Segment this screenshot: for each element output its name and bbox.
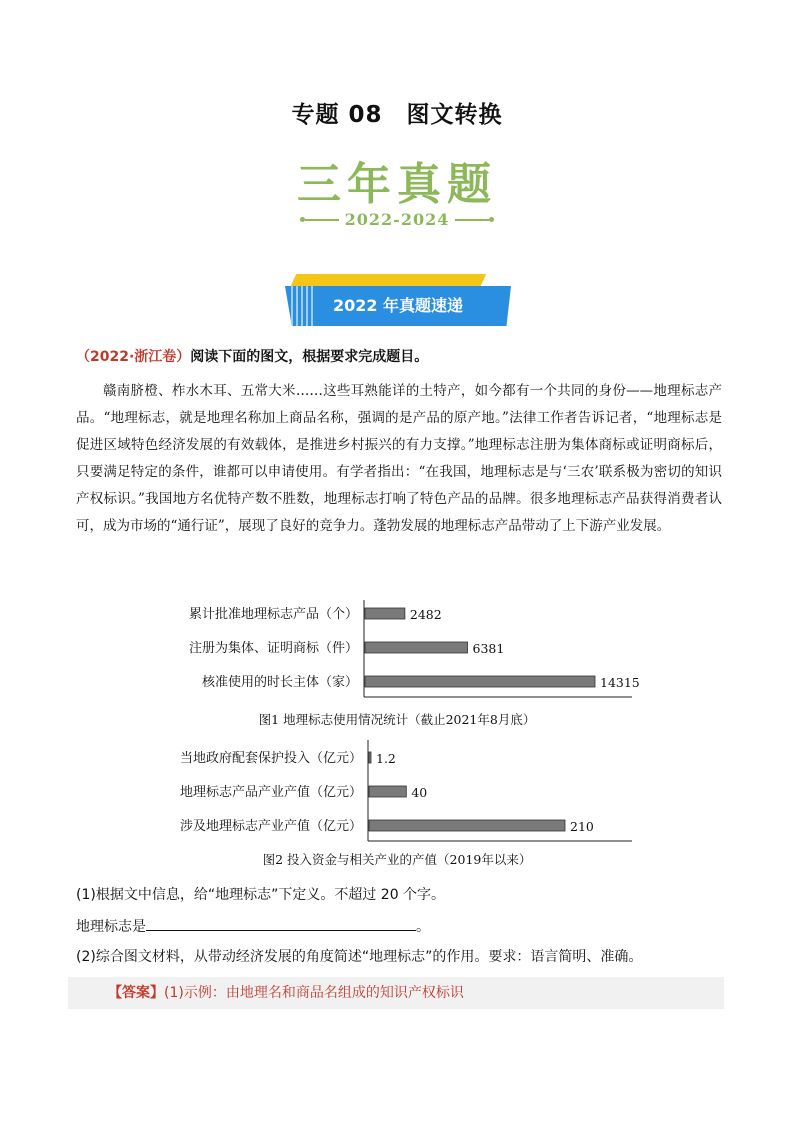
decor-line — [455, 219, 489, 221]
section-banner — [285, 272, 513, 328]
question-intro — [76, 346, 428, 366]
bar — [365, 608, 405, 619]
answer-box — [68, 977, 724, 1009]
definition-prefix: 地理标志是 — [76, 919, 146, 935]
decor-line — [305, 219, 339, 221]
category-label: 核准使用的时长主体（家） — [201, 675, 358, 690]
bar — [369, 786, 406, 797]
banner-label: 2022 年真题速递 — [332, 296, 464, 315]
figure-1-chart — [0, 598, 794, 708]
sub-question-2: (2)综合图文材料，从带动经济发展的角度简述“地理标志”的作用。要求：语言简明、准确。 — [76, 949, 643, 965]
value-label: 210 — [570, 819, 594, 834]
figure-2-caption: 图2 投入资金与相关产业的产值（2019年以来） — [262, 852, 532, 867]
answer-label: 【答案】 — [108, 985, 164, 1001]
definition-row — [76, 916, 430, 936]
figure-2-chart — [0, 738, 794, 846]
category-label: 累计批准地理标志产品（个） — [188, 607, 358, 622]
category-label: 地理标志产品产业产值（亿元） — [179, 785, 362, 800]
section-big-title: 三年真题 — [297, 159, 497, 210]
value-label: 6381 — [472, 641, 505, 656]
category-label: 注册为集体、证明商标（件） — [188, 641, 358, 656]
bar — [365, 676, 595, 687]
year-range-row — [0, 210, 794, 229]
bar — [369, 820, 565, 831]
value-label: 40 — [411, 785, 428, 800]
bar — [369, 752, 371, 763]
figure-2 — [0, 738, 794, 846]
reading-passage: 赣南脐橙、柞水木耳、五常大米……这些耳熟能详的土特产，如今都有一个共同的身份——地理标志产品。“地理标志，就是地理名称加上商品名称，强调的是产品的原产地。”法律工作者告诉记者，“地理标志是促进区域特色经济发展的有效载体，是推进乡村振兴的有力支撑。”地理标志注册为集体商标或证明商标后，只要满足特定的条件，谁都可以申请使用。有学者指出：“在我国，地理标志是与‘三农’联系极为密切的知识产权标识。”我国地方名优特产数不胜数，地理标志打响了特色产品的品牌。很多地理标志产品获得消费者认可，成为市场的“通行证”，展现了良好的竞争力。蓬勃发展的地理标志产品带动了上下游产业发展。 — [76, 383, 722, 534]
category-label: 当地政府配套保护投入（亿元） — [179, 751, 362, 766]
figure-1 — [0, 598, 794, 708]
question-instruction: 阅读下面的图文，根据要求完成题目。 — [190, 349, 429, 365]
value-label: 1.2 — [376, 751, 396, 766]
value-label: 14315 — [600, 675, 640, 690]
value-label: 2482 — [409, 607, 442, 622]
sub-question-1: (1)根据文中信息，给“地理标志”下定义。不超过 20 个字。 — [76, 887, 446, 903]
category-label: 涉及地理标志产业产值（亿元） — [179, 819, 362, 834]
question-source: （2022·浙江卷） — [76, 349, 191, 365]
answer-text: (1)示例：由地理名和商品名组成的知识产权标识 — [164, 985, 464, 1001]
answer-blank[interactable] — [146, 916, 416, 931]
figure-1-caption: 图1 地理标志使用情况统计（截止2021年8月底） — [258, 712, 536, 727]
decor-dot-icon — [489, 217, 494, 222]
year-range: 2022-2024 — [344, 210, 450, 229]
topic-title: 专题 08 图文转换 — [291, 102, 503, 128]
bar — [365, 642, 468, 653]
definition-suffix: 。 — [416, 919, 430, 935]
